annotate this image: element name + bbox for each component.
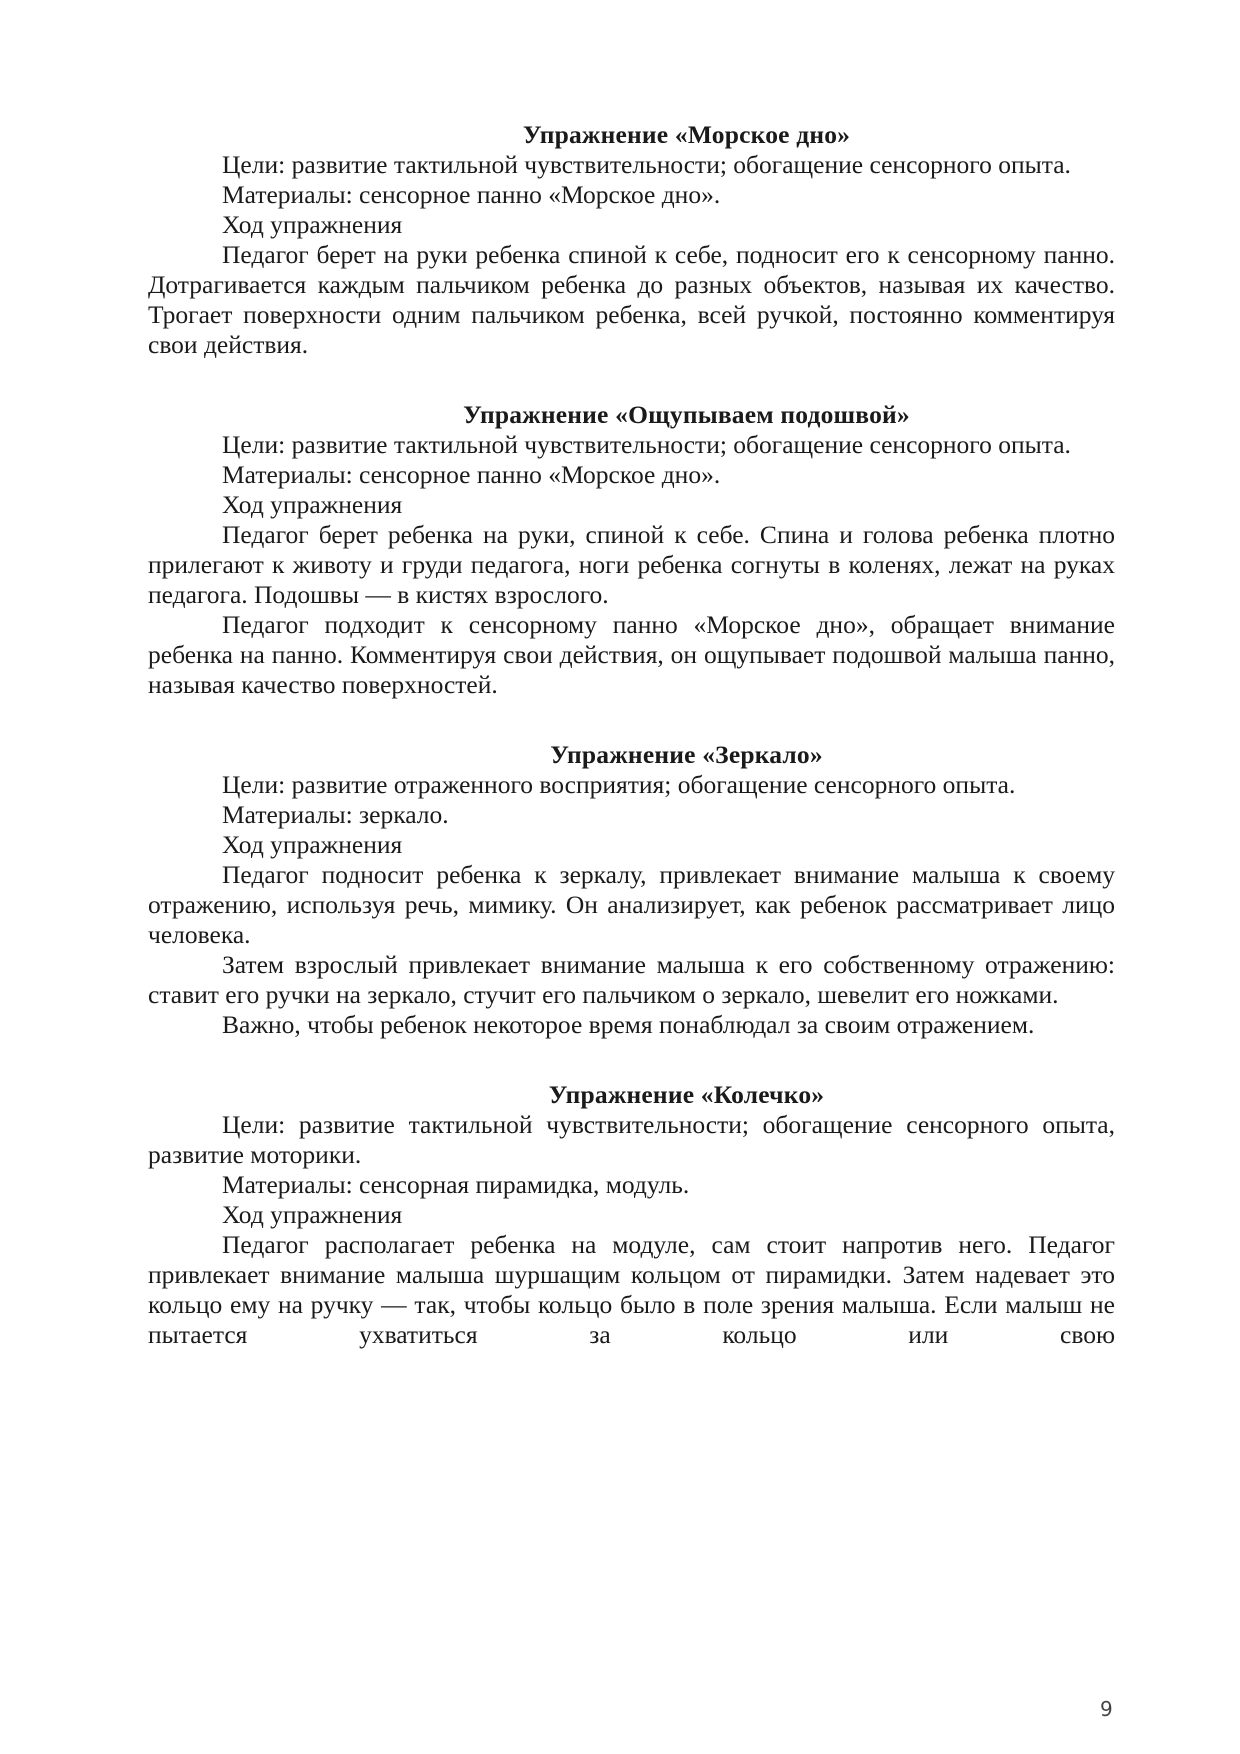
exercise-paragraph: Педагог располагает ребенка на модуле, сам стоит напротив него. Педагог привлекает внимание малыша шуршащим кольцом от пирамидки. Затем надевает это кольцо ему на ручку — так, чтобы кольцо было в поле зрения малыша. Если малыш не пытается ухватиться за кольцо или свою — [148, 1230, 1115, 1349]
exercise-materials: Материалы: сенсорное панно «Морское дно». — [222, 180, 721, 209]
exercise-heading: Упражнение «Ощупываем подошвой» — [463, 400, 910, 429]
exercise-heading: Упражнение «Колечко» — [548, 1080, 825, 1109]
exercise-materials: Материалы: зеркало. — [222, 800, 449, 829]
exercise-sole-touch — [148, 400, 1115, 700]
exercise-paragraph: Педагог подносит ребенка к зеркалу, привлекает внимание малыша к своему отражению, используя речь, мимику. Он анализирует, как ребенок рассматривает лицо человека. — [148, 860, 1115, 949]
exercise-materials: Материалы: сенсорная пирамидка, модуль. — [222, 1170, 690, 1199]
exercise-goals: Цели: развитие отраженного восприятия; обогащение сенсорного опыта. — [222, 770, 1016, 799]
exercise-procedure-label: Ход упражнения — [222, 210, 403, 239]
exercise-sea-bottom — [148, 120, 1115, 360]
exercise-paragraph: Педагог берет на руки ребенка спиной к себе, подносит его к сенсорному панно. Дотрагивается каждым пальчиком ребенка до разных объектов, называя их качество. Трогает поверхности одним пальчиком ребенка, всей ручкой, постоянно комментируя свои действия. — [148, 240, 1115, 359]
exercise-procedure-label: Ход упражнения — [222, 1200, 403, 1229]
exercise-materials: Материалы: сенсорное панно «Морское дно». — [222, 460, 721, 489]
exercise-paragraph: Педагог подходит к сенсорному панно «Морское дно», обращает внимание ребенка на панно. Комментируя свои действия, он ощупывает подошвой малыша панно, называя качество поверхностей. — [148, 610, 1115, 699]
exercise-goals: Цели: развитие тактильной чувствительности; обогащение сенсорного опыта, развитие моторики. — [148, 1110, 1115, 1169]
exercise-ring — [148, 1080, 1115, 1350]
page-number: 9 — [1100, 1697, 1113, 1721]
exercise-goals: Цели: развитие тактильной чувствительности; обогащение сенсорного опыта. — [222, 150, 1071, 179]
exercise-procedure-label: Ход упражнения — [222, 830, 403, 859]
exercise-paragraph: Педагог берет ребенка на руки, спиной к себе. Спина и голова ребенка плотно прилегают к животу и груди педагога, ноги ребенка согнуты в коленях, лежат на руках педагога. Подошвы — в кистях взрослого. — [148, 520, 1115, 609]
exercise-goals: Цели: развитие тактильной чувствительности; обогащение сенсорного опыта. — [222, 430, 1071, 459]
exercise-procedure-label: Ход упражнения — [222, 490, 403, 519]
exercise-mirror — [148, 740, 1115, 1040]
exercise-paragraph: Затем взрослый привлекает внимание малыша к его собственному отражению: ставит его ручки на зеркало, стучит его пальчиком о зеркало, шевелит его ножками. — [148, 950, 1115, 1009]
exercise-heading: Упражнение «Морское дно» — [522, 120, 851, 149]
exercise-heading: Упражнение «Зеркало» — [550, 740, 823, 769]
document-page — [148, 120, 1115, 1390]
exercise-paragraph: Важно, чтобы ребенок некоторое время понаблюдал за своим отражением. — [222, 1010, 1035, 1039]
